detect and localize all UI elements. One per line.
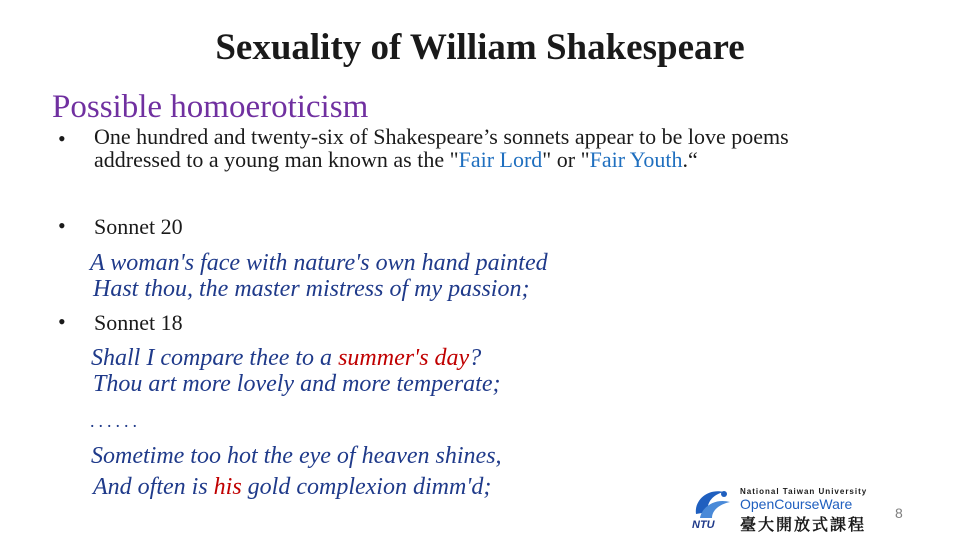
verse-text-part: And often is [93,474,214,500]
summers-day-highlight: summer's day [338,345,470,371]
bullet-text [94,126,834,171]
sonnet20-line-1: A woman's face with nature's own hand painted [90,250,548,276]
verse-text-part: gold complexion dimm'd; [241,474,492,500]
verse-ellipsis: ...... [90,411,141,431]
ntu-logo-icon [690,484,734,530]
logo-chinese-text: 臺大開放式課程 [740,515,867,534]
slide-subtitle: Possible homoeroticism [52,89,369,125]
bullet-dot-icon: • [58,126,66,151]
bullet-text: Sonnet 20 [94,214,183,239]
bullet-text: Sonnet 18 [94,310,183,335]
sonnet18-line-1 [91,345,481,371]
bullet-text-part: " or " [542,146,590,172]
his-highlight: his [213,474,242,500]
verse-text-part: Shall I compare thee to a [91,345,339,371]
sonnet18-line-3: Sometime too hot the eye of heaven shines, [91,443,502,469]
bullet-dot-icon: • [58,213,66,238]
ntu-ocw-logo [690,484,886,534]
bullet-text-part: .“ [682,146,698,172]
sonnet18-line-4 [93,474,491,500]
verse-text-part: ? [469,345,482,371]
page-number: 8 [895,505,903,521]
logo-ocw-text: OpenCourseWare [740,496,853,512]
fair-youth-highlight: Fair Youth [589,146,683,172]
logo-university-text: National Taiwan University [740,487,868,496]
ntu-mark-text: NTU [692,519,715,530]
fair-lord-highlight: Fair Lord [458,146,543,172]
bullet-dot-icon: • [58,309,66,334]
sonnet18-line-2: Thou art more lovely and more temperate; [93,371,501,397]
bullet-text-part: One hundred and twenty-six of Shakespeare’s sonnets appear to be love poems addressed to a young man known as the " [94,124,789,172]
sonnet20-line-2: Hast thou, the master mistress of my passion; [93,276,530,302]
slide-title: Sexuality of William Shakespeare [215,27,745,68]
